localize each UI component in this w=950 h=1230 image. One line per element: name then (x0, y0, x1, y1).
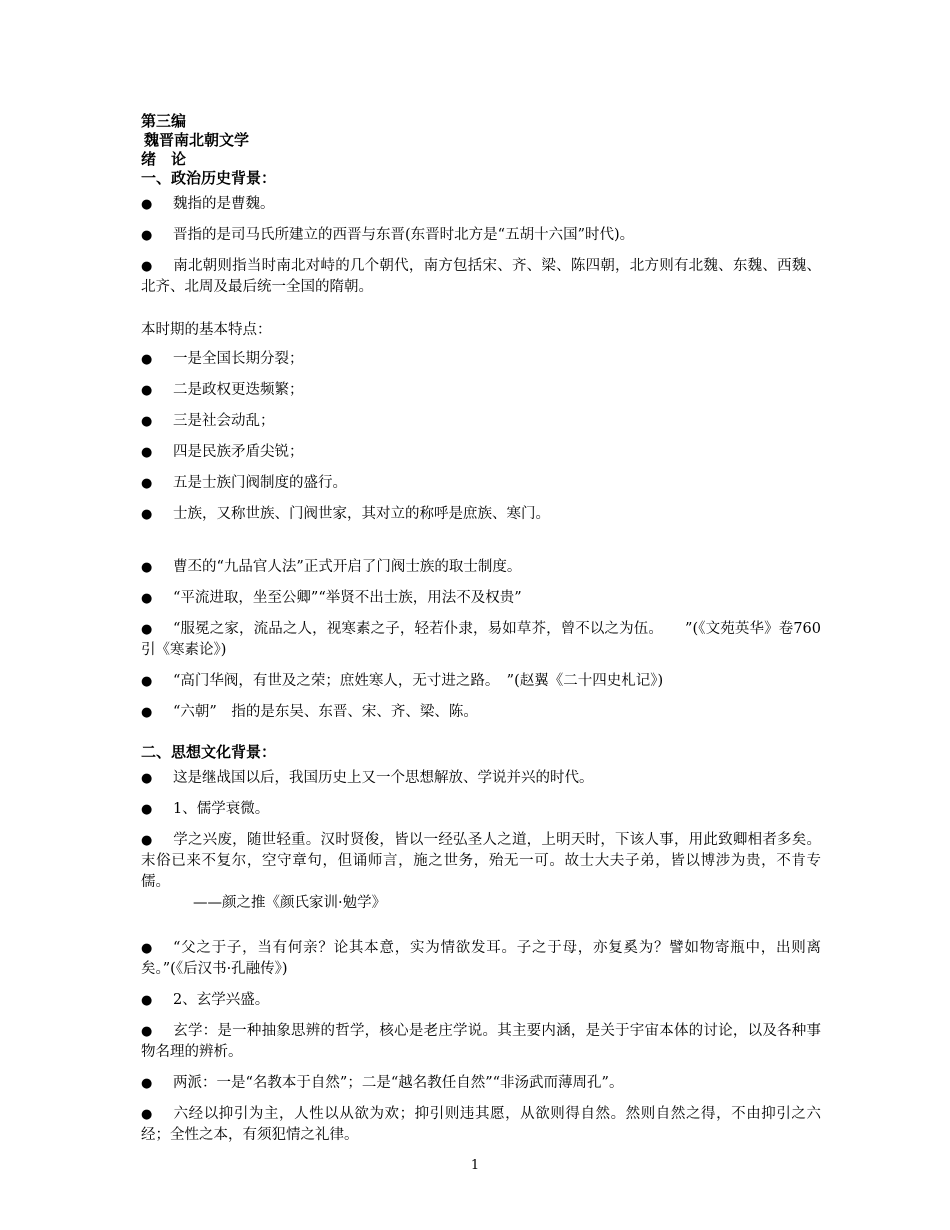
list-item: ● 这是继战国以后，我国历史上又一个思想解放、学说并兴的时代。 (141, 768, 821, 789)
list-item: ● 五是士族门阀制度的盛行。 (141, 473, 821, 494)
list-item: ● 一是全国长期分裂； (141, 349, 821, 370)
list-item: ● “平流进取，坐至公卿”“举贤不出士族，用法不及权贵” (141, 588, 821, 609)
document-title: 魏晋南北朝文学 (144, 131, 250, 149)
list-item: ● 晋指的是司马氏所建立的西晋与东晋(东晋时北方是“五胡十六国”时代)。 (141, 225, 821, 246)
section1-heading: 一、政治历史背景： (141, 169, 277, 187)
bullet-icon: ● (141, 507, 153, 522)
bullet-icon: ● (141, 705, 153, 720)
bullet-icon: ● (141, 771, 153, 786)
bullet-icon: ● (141, 414, 153, 429)
list-item: ● 曹丕的“九品官人法”正式开启了门阀士族的取士制度。 (141, 557, 821, 578)
bullet-icon: ● (141, 197, 153, 212)
bullet-icon: ● (141, 1024, 153, 1039)
list-item: ● 1、儒学衰微。 (141, 799, 821, 820)
list-item: ● “服冕之家，流品之人，视寒素之子，轻若仆隶，易如草芥，曾不以之为伍。 ”(《文苑英华》卷760引《寒素论》) (141, 621, 821, 658)
list-item: ● 南北朝则指当时南北对峙的几个朝代，南方包括宋、齐、梁、陈四朝，北方则有北魏、东魏、西魏、北齐、北周及最后统一全国的隋朝。 (141, 258, 821, 295)
section2-heading: 二、思想文化背景： (141, 743, 277, 761)
features-label: 本时期的基本特点： (141, 322, 272, 338)
list-item: ● “高门华阀，有世及之荣；庶姓寒人，无寸进之路。 ”(赵翼《二十四史札记》) (141, 671, 821, 692)
list-item: ● “六朝” 指的是东吴、东晋、宋、齐、梁、陈。 (141, 702, 821, 723)
list-item: ● 玄学：是一种抽象思辨的哲学，核心是老庄学说。其主要内涵，是关于宇宙本体的讨论，以及各种事物名理的辨析。 (141, 1023, 821, 1060)
bullet-icon: ● (141, 941, 153, 956)
list-item: ● 六经以抑引为主，人性以从欲为欢；抑引则违其愿，从欲则得自然。然则自然之得，不由抑引之六经；全性之本，有须犯情之礼律。 (141, 1106, 821, 1143)
bullet-icon: ● (141, 476, 153, 491)
document-body (141, 112, 821, 1156)
bullet-icon: ● (141, 674, 153, 689)
list-item: ● 二是政权更迭频繁； (141, 380, 821, 401)
bullet-icon: ● (141, 383, 153, 398)
bullet-icon: ● (141, 1107, 153, 1122)
list-item: ● 学之兴废，随世轻重。汉时贤俊，皆以一经弘圣人之道，上明天时，下该人事，用此致卿相者多矣。末俗已来不复尔，空守章句，但诵师言，施之世务，殆无一可。故士大夫子弟，皆以博涉为贵，不肯专儒。 (141, 832, 821, 890)
page-number: 1 (470, 1158, 480, 1173)
bullet-icon: ● (141, 802, 153, 817)
bullet-icon: ● (141, 993, 153, 1008)
quote-signature: ——颜之推《颜氏家训·勉学》 (193, 895, 387, 911)
bullet-icon: ● (141, 352, 153, 367)
list-item: ● 2、玄学兴盛。 (141, 990, 821, 1011)
bullet-icon: ● (141, 1076, 153, 1091)
list-item: ● “父之于子，当有何亲？论其本意，实为情欲发耳。子之于母，亦复奚为？譬如物寄瓶中，出则离矣。”(《后汉书·孔融传》) (141, 940, 821, 977)
bullet-icon: ● (141, 622, 153, 637)
bullet-icon: ● (141, 259, 153, 274)
spacer (141, 924, 821, 938)
bullet-icon: ● (141, 228, 153, 243)
list-item: ● 士族，又称世族、门阀世家，其对立的称呼是庶族、寒门。 (141, 504, 821, 525)
bullet-icon: ● (141, 591, 153, 606)
bullet-icon: ● (141, 560, 153, 575)
list-item: ● 四是民族矛盾尖锐； (141, 442, 821, 463)
list-item: ● 三是社会动乱； (141, 411, 821, 432)
list-item: ● 两派：一是“名教本于自然”；二是“越名教任自然”“非汤武而薄周孔”。 (141, 1073, 821, 1094)
part-heading: 第三编 (141, 112, 187, 130)
intro-heading: 绪 论 (141, 150, 187, 168)
list-item: ● 魏指的是曹魏。 (141, 194, 821, 215)
spacer (141, 535, 821, 557)
bullet-icon: ● (141, 833, 153, 848)
bullet-icon: ● (141, 445, 153, 460)
